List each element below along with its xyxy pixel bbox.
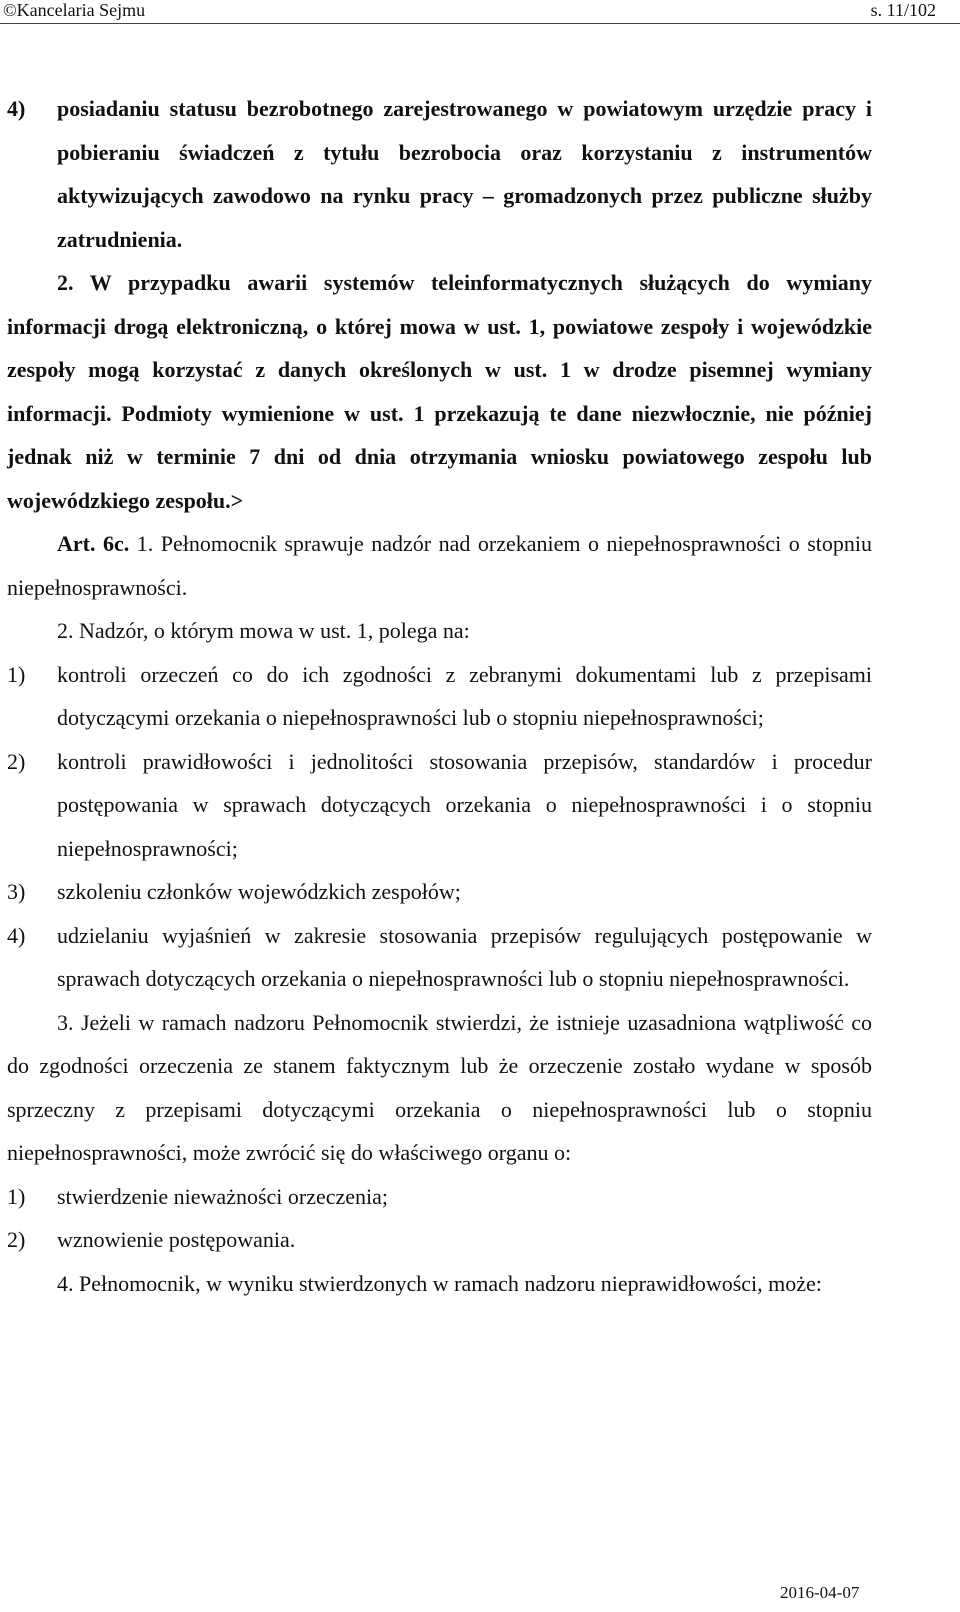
header-divider [0,23,960,24]
list-text: kontroli prawidłowości i jednolitości stosowania przepisów, standardów i procedur postępowania w sprawach dotyczących orzekania o niepełnosprawności i o stopniu niepełnosprawności; [57,748,872,861]
block2-paragraph: 2. W przypadku awarii systemów teleinformatycznych służących do wymiany informacji drogą elektroniczną, o której mowa w ust. 1, powiatowe zespoły i wojewódzkie zespoły mogą korzystać z danych określonych w ust. 1 w drodze pisemnej wymiany informacji. Podmioty wymienione w ust. 1 przekazują te dane niezwłocznie, nie później jednak niż w terminie 7 dni od dnia otrzymania wniosku powiatowego zespołu lub wojewódzkiego zespołu.> [7,270,872,513]
para3: 3. Jeżeli w ramach nadzoru Pełnomocnik stwierdzi, że istnieje uzasadniona wątpliwość co do zgodności orzeczenia ze stanem faktycznym lub że orzeczenie zostało wydane w sposób sprzeczny z przepisami dotyczącymi orzekania o niepełnosprawności lub o stopniu niepełnosprawności, może zwrócić się do właściwego organu o: [7,1009,872,1165]
art-paragraph [7,522,872,609]
list-text: stwierdzenie nieważności orzeczenia; [57,1183,389,1209]
document-body [7,87,872,1305]
list-text: szkoleniu członków wojewódzkich zespołów; [57,879,461,904]
footer-date: 2016-04-07 [780,1583,860,1602]
para4: 4. Pełnomocnik, w wyniku stwierdzonych w ramach nadzoru nieprawidłowości, może: [57,1270,822,1296]
list2 [7,1175,872,1262]
list-item [7,870,872,914]
list-item [7,740,872,871]
block1-item [7,87,872,261]
page-number: s. 11/102 [870,0,936,20]
list-number: 1) [7,1183,26,1209]
list-item [7,1218,872,1262]
list-text: udzielaniu wyjaśnień w zakresie stosowania przepisów regulujących postępowanie w sprawach dotyczących orzekania o niepełnosprawności lub o stopniu niepełnosprawności. [57,922,872,991]
list-number: 2) [7,1227,26,1252]
list1 [7,653,872,1001]
block1-text: posiadaniu statusu bezrobotnego zarejestrowanego w powiatowym urzędzie pracy i pobieraniu świadczeń z tytułu bezrobocia oraz korzystaniu z instrumentów aktywizujących zawodowo na rynku pracy – gromadzonych przez publiczne służby zatrudnienia. [57,96,872,252]
list-item [7,914,872,1001]
list-number: 2) [7,748,26,774]
list-item [7,653,872,740]
list-item [7,1175,872,1219]
list-number: 4) [7,922,26,948]
art-label: Art. 6c. [57,531,130,556]
para2: 2. Nadzór, o którym mowa w ust. 1, polega na: [57,618,470,643]
list-number: 3) [7,879,26,904]
list-text: kontroli orzeczeń co do ich zgodności z zebranymi dokumentami lub z przepisami dotyczącymi orzekania o niepełnosprawności lub o stopniu niepełnosprawności; [57,661,872,730]
page-header [0,0,960,24]
block1-number: 4) [7,96,26,121]
list-number: 1) [7,661,26,687]
art-text: 1. Pełnomocnik sprawuje nadzór nad orzekaniem o niepełnosprawności o stopniu niepełnosprawności. [7,531,872,600]
list-text: wznowienie postępowania. [57,1227,296,1252]
header-source: ©Kancelaria Sejmu [3,0,146,20]
